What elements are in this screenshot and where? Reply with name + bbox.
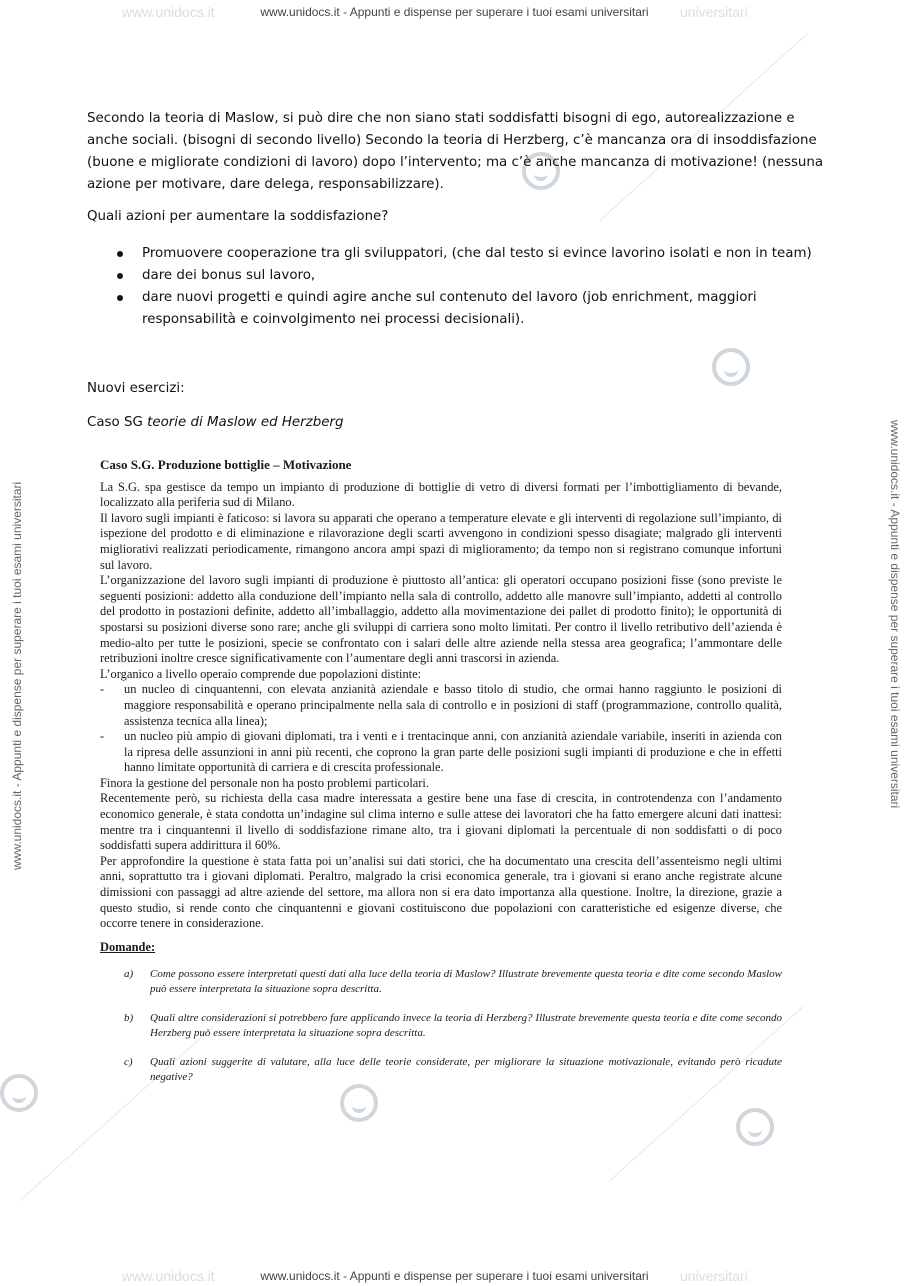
question-item [100,967,782,997]
bullet-item: dare dei bonus sul lavoro, [87,265,827,287]
case-heading-prefix: Caso SG [87,415,143,430]
case-dash-item: - un nucleo di cinquantenni, con elevata anzianità aziendale e basso titolo di studio, che ormai hanno raggiunto le posizioni di maggiore responsabilità e operano principalmente nella sala di controllo e in posizioni di staff (programmazione, controllo qualità, assistenza tecnica alla linea); [100,682,782,729]
domande-label: Domande: [100,939,156,954]
watermark-ghost-left-top: www.unidocs.it [122,4,215,20]
watermark-side-left: www.unidocs.it - Appunti e dispense per superare i tuoi esami universitari [10,481,24,870]
question-letter: b) [124,1012,134,1025]
question-letter: a) [124,968,134,981]
question-letter: c) [124,1056,133,1069]
action-bullet-list [87,243,827,331]
case-paragraph: L’organizzazione del lavoro sugli impianti di produzione è piuttosto all’antica: gli operatori occupano posizioni fisse (sono previste le seguenti posizioni: addetto alla conduzione dell’impianto nella sala di controllo, addetto alle manovre sull’impianto, addetti al controllo del prodotto in postazioni definite, addetto all’imballaggio, addetto alla movimentazione dei pallet di prodotto finito); le opportunità di spostarsi su posizioni diverse sono rare; anche gli sviluppi di carriera sono molto limitati. Per contro il livello retributivo dell’azienda è medio-alto per tutte le posizioni, specie se confrontato con i salari delle altre aziende nella stessa area geografica; l’ammontare delle retribuzioni inoltre cresce significativamente con l’aumentare degli anni trascorsi in azienda. [100,573,782,666]
question-heading: Quali azioni per aumentare la soddisfazione? [87,209,389,224]
watermark-side-right: www.unidocs.it - Appunti e dispense per superare i tuoi esami universitari [888,420,902,809]
question-text: Come possono essere interpretati questi dati alla luce della teoria di Maslow? Illustrate brevemente questa teoria e dite come secondo Maslow può essere interpretata la situazione sopra descritta. [150,968,782,996]
case-paragraph: Il lavoro sugli impianti è faticoso: si lavora su apparati che operano a temperature elevate e gli interventi di regolazione sull’impianto, di ispezione del prodotto e di eliminazione e rilavorazione degli scarti avvengono in condizioni spesso disagiate; malgrado gli interventi migliorativi realizzati periodicamente, rimangono ancora ampi spazi di miglioramento; da tempo non si registrano comunque infortuni sul lavoro. [100,510,782,572]
watermark-footer: www.unidocs.it - Appunti e dispense per superare i tuoi esami universitari [260,1269,649,1283]
case-title: Caso S.G. Produzione bottiglie – Motivazione [100,457,352,472]
question-item [100,1055,782,1085]
scanned-case-block [100,457,782,1099]
question-item [100,1011,782,1041]
case-paragraph: L’organico a livello operaio comprende due popolazioni distinte: [100,666,422,681]
watermark-header: www.unidocs.it - Appunti e dispense per superare i tuoi esami universitari [260,5,649,19]
intro-paragraph: Secondo la teoria di Maslow, si può dire che non siano stati soddisfatti bisogni di ego, autorealizzazione e anche sociali. (bisogni di secondo livello) Secondo la teoria di Herzberg, c’è mancanza ora di insoddisfazione (buone e migliorate condizioni di lavoro) dopo l’intervento; ma c’è anche mancanza di motivazione! (nessuna azione per motivare, dare delega, responsabilizzare). [87,111,824,192]
case-paragraph: Recentemente però, su richiesta della casa madre interessata a gestire bene una fase di crescita, in controtendenza con l’andamento economico generale, è stata condotta un’indagine sul clima interno e sulle attese dei lavoratori che ha fatto emergere alcuni dati inattesi: mentre tra i cinquantenni il livello di soddisfazione rimane alto, tra i giovani diplomati la percentuale di non soddisfatti o di poco soddisfatti supera addirittura il 60%. [100,791,782,853]
bullet-item: dare nuovi progetti e quindi agire anche sul contenuto del lavoro (job enrichment, maggiori responsabilità e coinvolgimento nei processi decisionali). [87,287,827,331]
watermark-logo-icon [736,1108,774,1146]
case-paragraph: Finora la gestione del personale non ha posto problemi particolari. [100,775,429,790]
watermark-ghost-right-top: universitari [680,4,748,20]
nuovi-esercizi-label: Nuovi esercizi: [87,381,185,396]
case-heading-italic: teorie di Maslow ed Herzberg [147,415,344,430]
bullet-item: Promuovere cooperazione tra gli sviluppatori, (che dal testo si evince lavorino isolati e non in team) [87,243,827,265]
case-dash-item: - un nucleo più ampio di giovani diplomati, tra i venti e i trentacinque anni, con anzianità aziendale variabile, inseriti in azienda con la ripresa delle assunzioni in anni più recenti, che coprono la gran parte delle posizioni sugli impianti di produzione e che in effetti hanno limitate opportunità di carriera e di crescita professionale. [100,729,782,776]
case-paragraph: La S.G. spa gestisce da tempo un impianto di produzione di bottiglie di vetro di diversi formati per l’imbottigliamento di bevande, localizzato alla periferia sud di Milano. [100,479,782,510]
question-text: Quali azioni suggerite di valutare, alla luce delle teorie considerate, per migliorare la situazione motivazionale, evitando però ricadute negative? [150,1056,782,1084]
case-heading [87,415,343,430]
watermark-logo-icon [0,1074,38,1112]
watermark-ghost-left-bottom: www.unidocs.it [122,1268,215,1284]
question-text: Quali altre considerazioni si potrebbero fare applicando invece la teoria di Herzberg? Illustrate brevemente questa teoria e dite come secondo Herzberg può essere interpretata la situazione sopra descritta. [150,1012,782,1040]
case-paragraph: Per approfondire la questione è stata fatta poi un’analisi sui dati storici, che ha documentato una crescita dell’assenteismo negli ultimi anni, soprattutto tra i giovani diplomati. Peraltro, malgrado la crisi economica generale, tra i giovani si erano anche registrate alcune dimissioni con passaggi ad altre aziende del settore, ma allora non si era dato importanza alla questione. Inoltre, la direzione, grazie a questo studio, si rende conto che cinquantenni e giovani costituiscono due popolazioni con caratteristiche ed esigenze diverse, che occorre tenere in considerazione. [100,853,782,931]
watermark-ghost-right-bottom: universitari [680,1268,748,1284]
intro-section [87,108,827,196]
watermark-logo-icon [712,348,750,386]
